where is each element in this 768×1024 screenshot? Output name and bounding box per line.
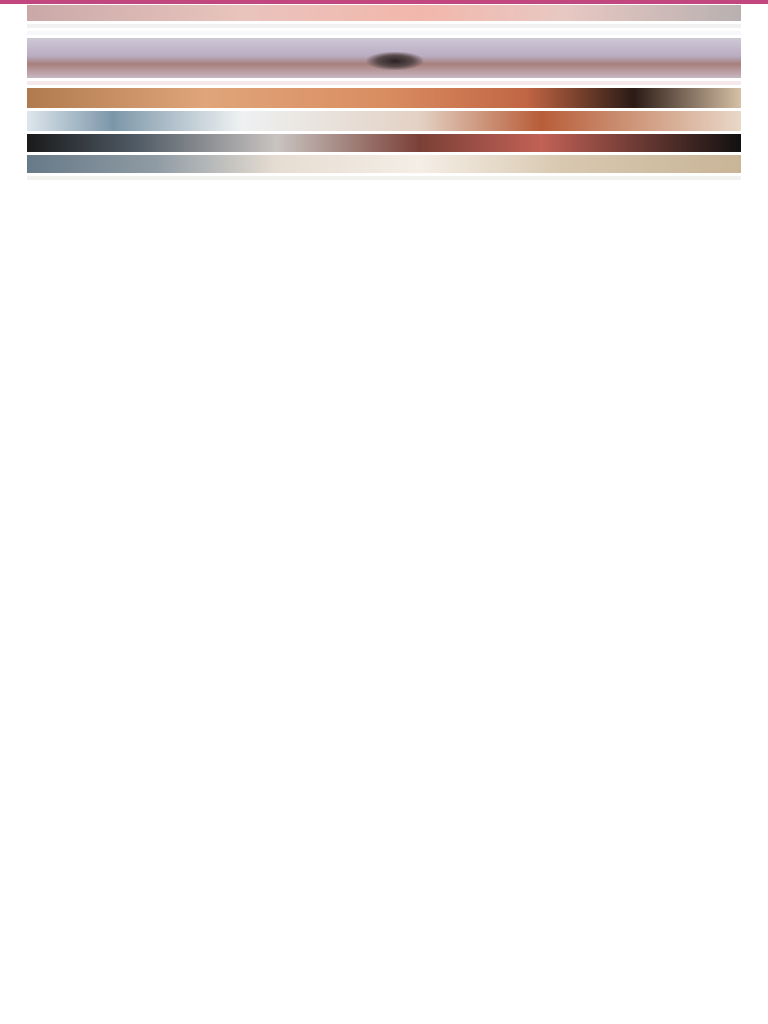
- article-image: [27, 134, 741, 152]
- article-image: [27, 5, 741, 21]
- article-page: [0, 5, 768, 180]
- article-image: [27, 88, 741, 108]
- links-block: [27, 31, 741, 35]
- article-image: [27, 111, 741, 131]
- top-accent-bar: [0, 0, 768, 4]
- image-caption: [27, 176, 741, 180]
- image-caption: [27, 81, 741, 85]
- article-image: [27, 155, 741, 173]
- callout-box: [27, 24, 741, 28]
- article-image: [27, 38, 741, 78]
